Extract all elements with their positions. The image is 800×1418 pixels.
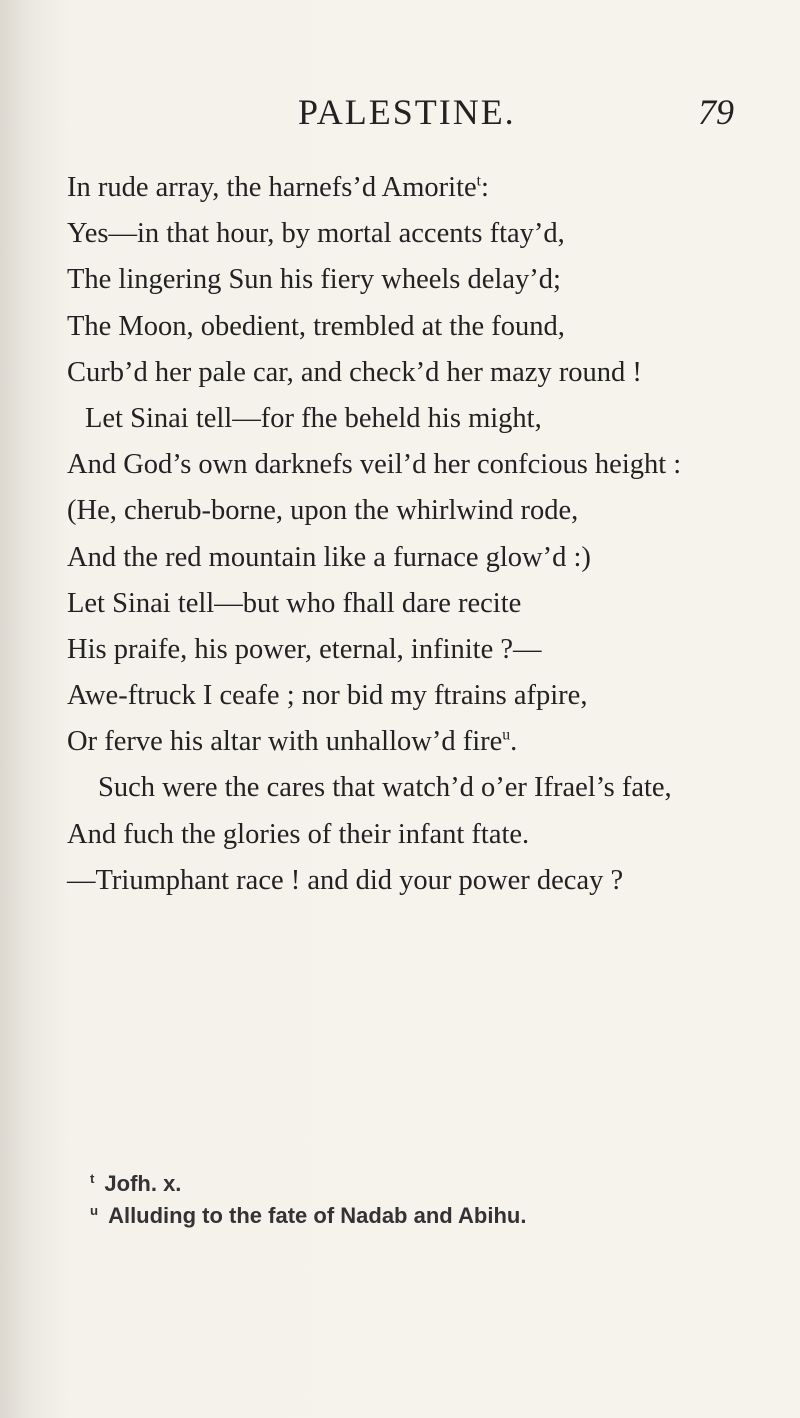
verse-line: His praife, his power, eternal, infinite ?— [67,633,542,665]
verse-line: Or ferve his altar with unhallow’d fire$^u$. [67,726,518,758]
running-head [0,92,800,132]
footnote-mark: u [90,1202,99,1218]
poem-text [0,165,800,904]
verse-line: Such were the cares that watch’d o’er Ifrael’s fate, [98,772,672,804]
page-number: 79 [698,92,734,132]
footnote [0,1168,800,1200]
footnotes [0,1168,800,1232]
verse-line: In rude array, the harnefs’d Amorite$^t$: [67,172,489,203]
verse-line: (He, cherub-borne, upon the whirlwind rode, [67,495,579,527]
footnote-text: Alluding to the fate of Nadab and Abihu. [108,1203,527,1228]
footnote-text: Jofh. x. [104,1171,182,1196]
verse-line: —Triumphant race ! and did your power decay ? [67,864,624,896]
verse-line: Let Sinai tell—but who fhall dare recite [67,587,522,619]
verse-line: And the red mountain like a furnace glow’d :) [67,541,591,573]
verse-line: Awe-ftruck I ceafe ; nor bid my ftrains afpire, [67,680,588,712]
footnote-mark: t [90,1170,95,1186]
footnote-ref: t [476,172,482,190]
verse-line: The lingering Sun his fiery wheels delay’d; [67,264,561,296]
footnote-ref: u [502,726,511,744]
verse-line: And fuch the glories of their infant ftate. [67,818,530,850]
footnote [0,1200,800,1232]
verse-line: The Moon, obedient, trembled at the found, [67,310,565,342]
page-title: PALESTINE. [298,92,516,132]
verse-line: And God’s own darknefs veil’d her confcious height : [67,449,682,481]
verse-line: Yes—in that hour, by mortal accents ftay’d, [67,218,565,250]
verse-line: Let Sinai tell—for fhe beheld his might, [85,402,542,434]
verse-line: Curb’d her pale car, and check’d her mazy round ! [67,356,642,388]
